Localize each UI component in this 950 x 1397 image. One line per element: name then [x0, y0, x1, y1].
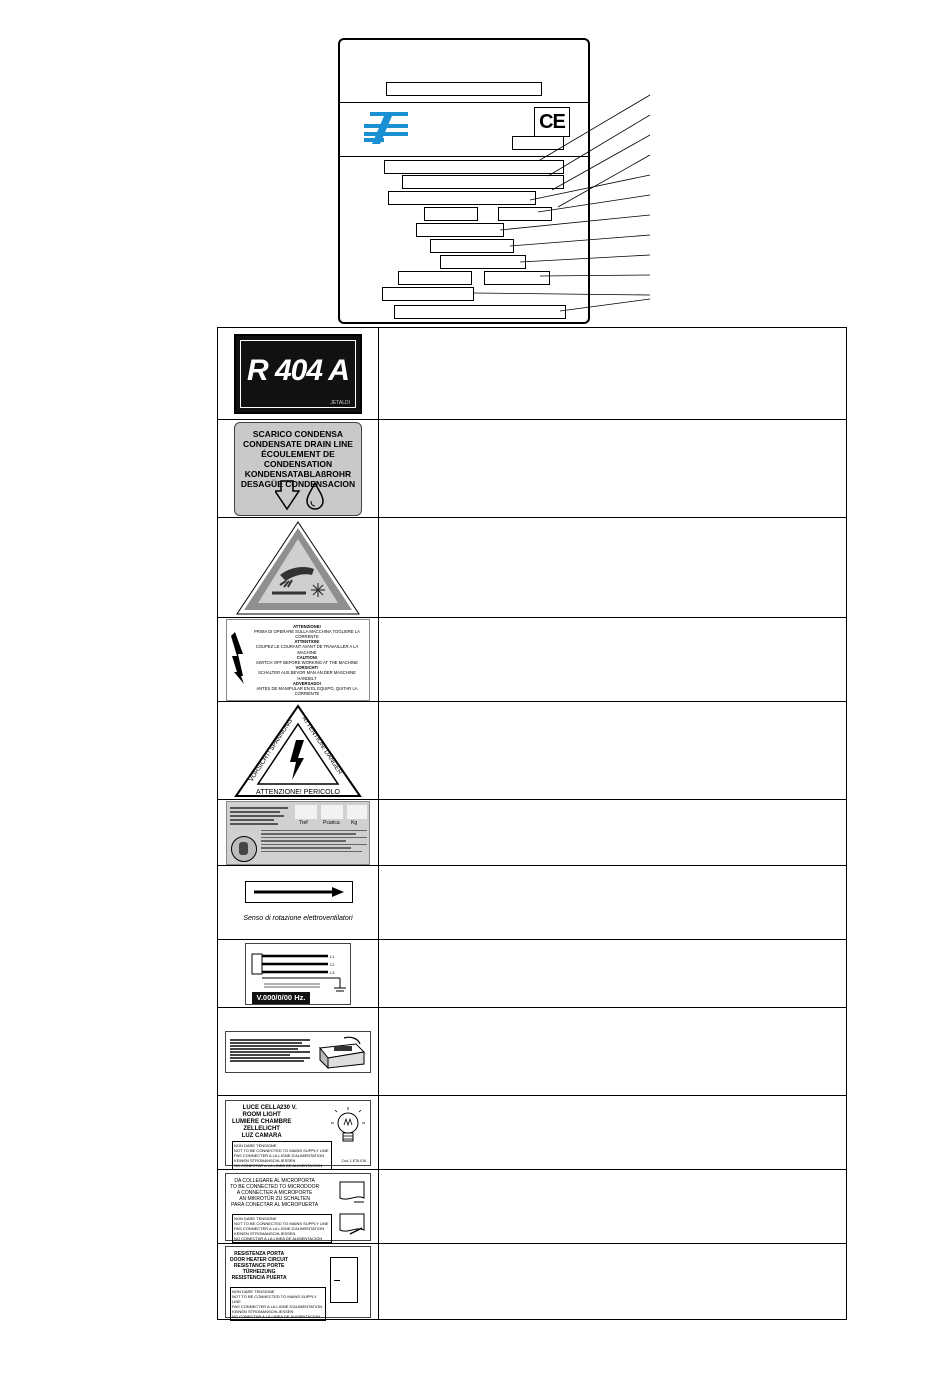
note-line: NO CONECTAR A LA LINEA DE ALIMENTACION — [233, 1162, 323, 1168]
label-row-electrical-danger — [218, 702, 847, 800]
door-heater-line: DOOR HEATER CIRCUIT — [229, 1256, 289, 1263]
rotation-arrow-icon — [246, 882, 352, 902]
phase-label: L2 — [329, 961, 335, 967]
label-description — [378, 618, 846, 702]
rotation-caption: Senso di rotazione elettroventilatori — [243, 914, 353, 922]
label-description — [378, 800, 846, 866]
drain-arrow-drop-icon — [275, 479, 327, 511]
plate-field-3 — [388, 191, 536, 205]
micro-door-line: A CONNECTER A MICROPORTE — [236, 1189, 313, 1196]
room-light-line: ZELLELICHT — [243, 1125, 280, 1132]
condensate-drain-label — [234, 422, 362, 516]
micro-switch-icon — [338, 1178, 368, 1238]
door-heater-line: RESISTENCIA PUERTA — [231, 1274, 287, 1281]
label-code: Cod. 1 ETA 016 — [341, 1158, 366, 1163]
note-line: NON DARE TENSIONE — [231, 1288, 275, 1294]
plate-divider-bottom — [340, 156, 588, 157]
refrigerant-name: R 404 A — [247, 353, 349, 387]
drawing-label — [225, 1031, 371, 1073]
label-row-condensate — [218, 420, 847, 518]
label-description — [378, 420, 846, 518]
ce-mark-icon: CE — [534, 107, 570, 137]
label-description — [378, 518, 846, 618]
label-description — [378, 1244, 846, 1320]
note-line: NON DARE TENSIONE — [233, 1142, 277, 1148]
phase-label: L3 — [329, 969, 335, 975]
supply-wiring-icon — [250, 948, 348, 994]
note-line: NON DARE TENSIONE — [233, 1215, 277, 1221]
label-description — [378, 1008, 846, 1096]
label-maker-mark: JETALDI — [330, 399, 350, 406]
rating-plate — [338, 38, 590, 324]
condensate-line: KONDENSATABLAßROHR — [244, 468, 352, 479]
label-row-micro-door — [218, 1170, 847, 1244]
note-line: PAS CONNECTER A LA LIGNE D'ALIMENTATION — [233, 1225, 325, 1231]
label-row-disconnect-power — [218, 618, 847, 702]
plate-field-9 — [382, 287, 474, 301]
plate-field-4b — [498, 207, 552, 221]
danger-text-de: VORSICHT! SPANNUNG — [247, 717, 295, 783]
label-row-door-heater — [218, 1244, 847, 1320]
warning-line: CAUTION! — [296, 654, 318, 660]
note-line: PAS CONNECTER A LA LIGNE D'ALIMENTATION — [231, 1303, 323, 1309]
note-line: NOT TO BE CONNECTED TO MAINS SUPPLY LINE — [231, 1293, 317, 1304]
label-description — [378, 866, 846, 940]
micro-door-label — [225, 1173, 371, 1241]
refrigerant-label — [234, 334, 362, 414]
light-bulb-icon — [330, 1105, 366, 1151]
label-description — [378, 702, 846, 800]
note-line: NO CONECTAR A LA LINEA DE ALIMENTACION — [231, 1313, 321, 1319]
unit-drawing-icon — [314, 1034, 368, 1070]
condensate-line: DESAGÜE CONDENSACION — [240, 478, 356, 489]
labels-table — [217, 327, 847, 1320]
plate-field-6 — [430, 239, 514, 253]
room-light-line: ROOM LIGHT — [242, 1111, 281, 1118]
condensate-line: SCARICO CONDENSA — [252, 428, 344, 439]
condensate-line: ÉCOULEMENT DE CONDENSATION — [261, 448, 335, 469]
disconnect-power-label — [226, 619, 370, 701]
label-description — [378, 328, 846, 420]
danger-text-fr: ATTENTION! DANGER — [300, 714, 344, 776]
note-line: NOT TO BE CONNECTED TO MAINS SUPPLY LINE — [233, 1220, 329, 1226]
room-light-line: LUZ CAMARA — [241, 1132, 282, 1139]
manufacturer-logo-icon — [364, 108, 408, 144]
micro-door-line: DA COLLEGARE AL MICROPORTA — [234, 1177, 315, 1184]
plate-field-5 — [416, 223, 504, 237]
plate-field-1 — [384, 160, 564, 174]
note-line: KEINEN STROMANSCHLIESSEN — [233, 1157, 296, 1163]
warning-line: SCHALTER AUS BEVOR MAN AN DER MASCHINE HANDELT — [258, 670, 356, 681]
danger-text-it: ATTENZIONE! PERICOLO — [256, 788, 340, 796]
micro-door-line: PARA CONECTAR AL MICROPUERTA — [231, 1201, 319, 1208]
plate-field-serial — [512, 136, 564, 150]
plate-field-4a — [424, 207, 478, 221]
electrical-danger-triangle — [234, 704, 362, 798]
supply-voltage: V.000/0/00 Hz. — [252, 992, 310, 1004]
label-row-cold-surface — [218, 518, 847, 618]
micro-door-line: TO BE CONNECTED TO MICRODOOR — [229, 1183, 320, 1190]
plate-field-8b — [484, 271, 550, 285]
plate-divider-top — [340, 102, 588, 103]
door-icon — [330, 1257, 358, 1303]
warning-line: ATTENTION! — [294, 639, 320, 645]
room-light-line: LUCE CELLA — [242, 1104, 281, 1111]
condensate-line: CONDENSATE DRAIN LINE — [243, 438, 353, 449]
room-light-label — [225, 1100, 371, 1166]
label-row-room-light — [218, 1096, 847, 1170]
label-description — [378, 1096, 846, 1170]
micro-door-line: AN MIKROTÜR ZU SCHALTEN — [239, 1195, 310, 1202]
supply-label — [245, 943, 351, 1005]
note-line: KEINEN STROMANSCHLIESSEN — [233, 1230, 296, 1236]
door-heater-line: RESISTANCE PORTE — [233, 1262, 285, 1269]
plate-field-10 — [394, 305, 566, 319]
warning-line: PRIMA DI OPERARE SULLA MACCHINA TOGLIERE LA CORRENTE — [254, 628, 360, 639]
room-light-line: LUMIERE CHAMBRE — [231, 1118, 292, 1125]
label-row-rotation — [218, 866, 847, 940]
warning-line: COUPEZ LE COURANT AVANT DE TRAVAILLER A LA MACHINE — [255, 644, 359, 655]
plate-field-7 — [440, 255, 526, 269]
connection-data-label — [226, 801, 370, 865]
note-line: NOT TO BE CONNECTED TO MAINS SUPPLY LINE — [233, 1147, 329, 1153]
field-tref: Tref — [298, 819, 308, 826]
hand-stop-icon — [231, 836, 257, 862]
warning-line: ADVERSADO! — [292, 680, 322, 686]
note-line: KEINEN STROMANSCHLIESSEN — [231, 1308, 294, 1314]
label-row-refrigerant — [218, 328, 847, 420]
label-description — [378, 1170, 846, 1244]
phase-label: L1 — [329, 953, 335, 959]
note-line: NO CONECTAR A LA LINEA DE ALIMENTACION — [233, 1235, 323, 1241]
cold-surface-warning-icon — [234, 519, 362, 617]
door-heater-line: TÜRHEIZUNG — [242, 1268, 276, 1275]
room-light-voltage: 230 V. — [279, 1104, 297, 1111]
plate-field-model — [386, 82, 542, 96]
door-heater-line: RESISTENZA PORTA — [234, 1250, 285, 1257]
rotation-label — [231, 871, 365, 935]
label-description — [378, 940, 846, 1008]
label-row-supply — [218, 940, 847, 1008]
label-row-drawing — [218, 1008, 847, 1096]
plate-field-2 — [402, 175, 564, 189]
plate-field-8a — [398, 271, 472, 285]
label-row-connection-data — [218, 800, 847, 866]
field-kg: Kg — [350, 819, 358, 826]
warning-line: VORSICHT! — [295, 665, 319, 671]
warning-line: ATTENZIONE! — [293, 623, 321, 629]
door-heater-label — [225, 1246, 371, 1318]
note-line: PAS CONNECTER A LA LIGNE D'ALIMENTATION — [233, 1152, 325, 1158]
warning-line: ANTES DE MANIPULAR EN EL EQUIPO, QUITAR LA CORRIENTE — [256, 685, 358, 697]
field-pcarica: Pcarica — [322, 819, 340, 826]
lightning-bolt-icon — [231, 632, 245, 684]
warning-line: SWITCH OFF BEFORE WORKING AT THE MACHINE — [256, 659, 358, 665]
